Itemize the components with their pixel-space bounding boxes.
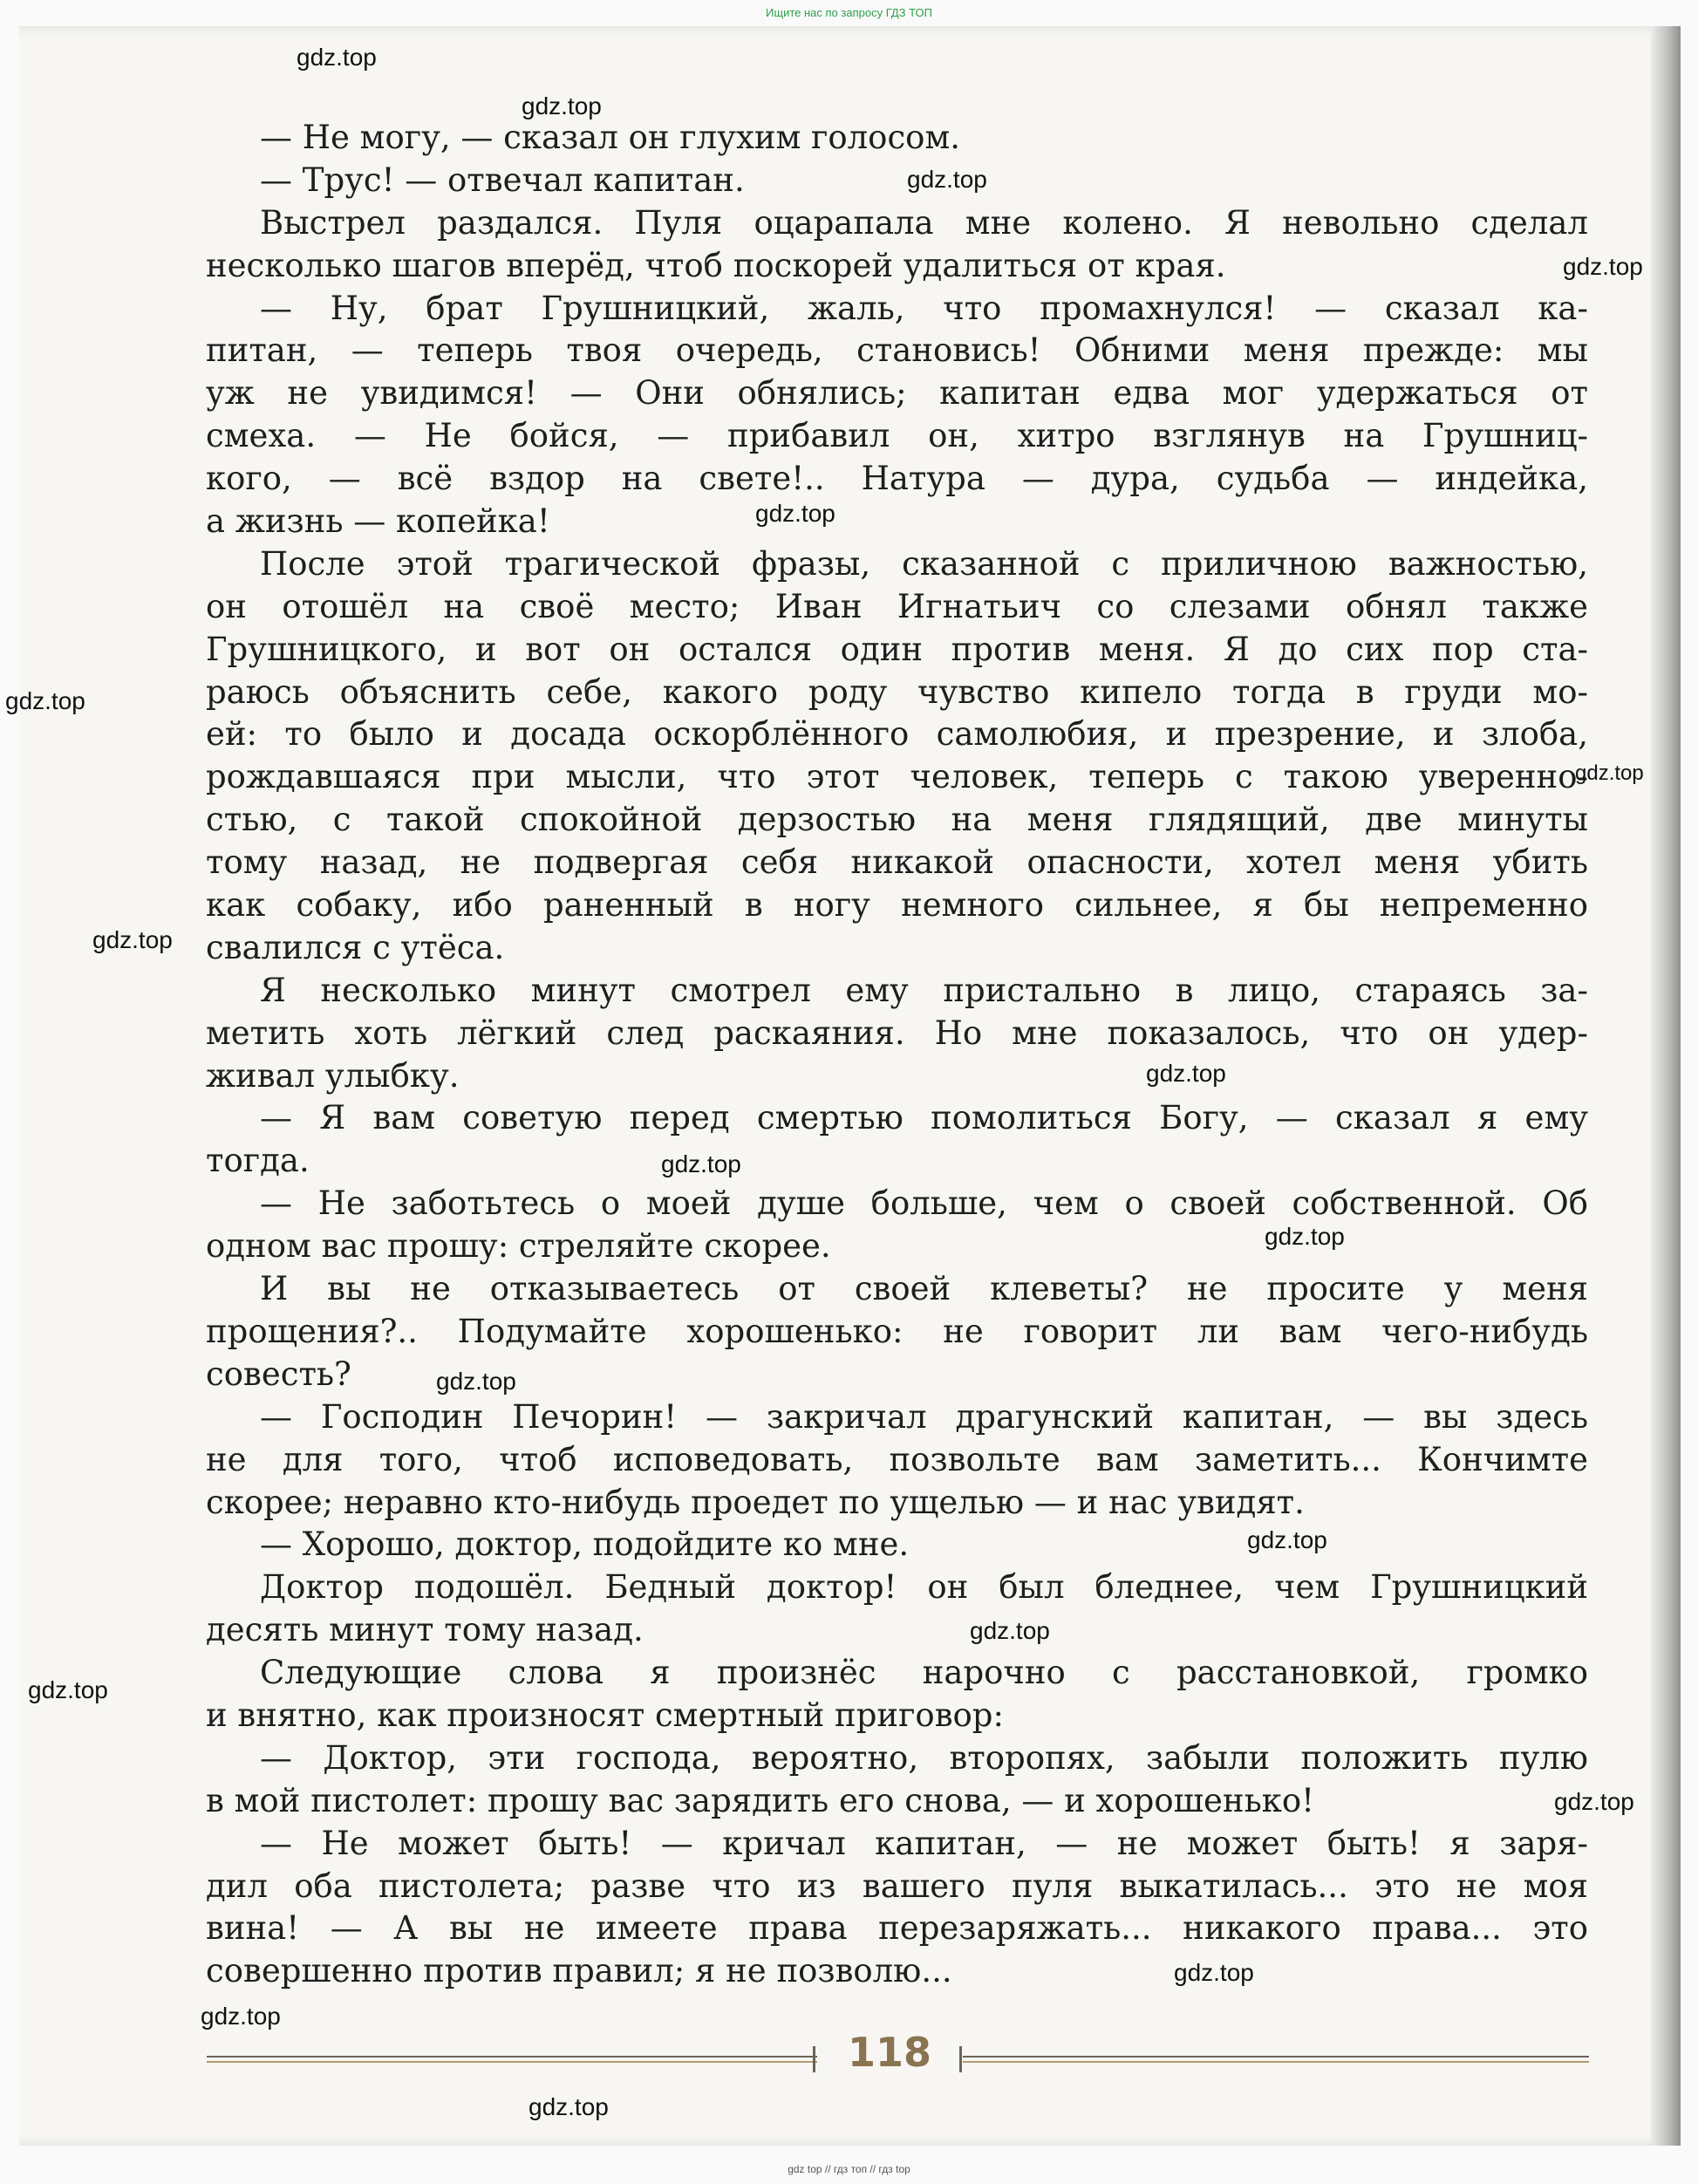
text-line: как собаку, ибо раненный в ногу немного сильнее, я бы непременно (206, 886, 1588, 925)
text-line: — Трус! — отвечал капитан. (260, 160, 745, 199)
text-line: рождавшаяся при мысли, что этот человек, теперь с такою уверенно- (206, 758, 1588, 796)
text-line: — Господин Печорин! — закричал драгунский капитан, — вы здесь (260, 1397, 1588, 1436)
watermark: gdz.top (201, 2003, 281, 2030)
watermark: gdz.top (1554, 1788, 1634, 1815)
text-line: свалился с утёса. (206, 928, 505, 966)
text-line: метить хоть лёгкий след раскаяния. Но мне показалось, что он удер- (206, 1014, 1588, 1052)
text-line: скорее; неравно кто-нибудь проедет по ущелью — и нас увидят. (206, 1483, 1305, 1521)
watermark: gdz.top (661, 1150, 741, 1177)
page-number: 118 (847, 2029, 932, 2076)
text-line: — Доктор, эти господа, вероятно, второпях, забыли положить пулю (260, 1738, 1588, 1777)
top-banner: Ищите нас по запросу ГДЗ ТОП (766, 6, 932, 19)
text-line: Следующие слова я произнёс нарочно с расстановкой, громко (260, 1654, 1588, 1692)
text-line: совершенно против правил; я не позволю... (206, 1952, 952, 1990)
text-line: раюсь объяснить себе, какого роду чувство кипело тогда в груди мо- (206, 672, 1588, 711)
text-line: питан, — теперь твоя очередь, становись! Обними меня прежде: мы (206, 331, 1588, 370)
text-line: дил оба пистолета; разве что из вашего пуля выкатилась... это не моя (206, 1867, 1588, 1905)
text-line: тогда. (206, 1142, 310, 1180)
footer-rule-right (963, 2056, 1589, 2063)
watermark: gdz.top (755, 500, 835, 527)
text-line: — Хорошо, доктор, подойдите ко мне. (260, 1525, 910, 1564)
text-line: не для того, чтоб исповедовать, позвольте вам заметить... Кончимте (206, 1440, 1588, 1478)
watermark: gdz.top (1265, 1223, 1345, 1250)
footer-rule-tick (813, 2046, 815, 2072)
text-line: тому назад, не подвергая себя никакой опасности, хотел меня убить (206, 843, 1588, 882)
text-line: И вы не отказываетесь от своей клеветы? не просите у меня (260, 1270, 1588, 1308)
text-line: — Ну, брат Грушницкий, жаль, что промахнулся! — сказал ка- (260, 289, 1588, 327)
page-text (206, 117, 1588, 1993)
text-line: кого, — всё вздор на свете!.. Натура — дура, судьба — индейка, (206, 460, 1588, 498)
text-line: Доктор подошёл. Бедный доктор! он был бледнее, чем Грушницкий (260, 1568, 1588, 1607)
watermark: gdz.top (1563, 253, 1643, 280)
text-line: несколько шагов вперёд, чтоб поскорей удалиться от края. (206, 246, 1226, 284)
text-line: ей: то было и досада оскорблённого самолюбия, и презрение, и злоба, (206, 715, 1588, 754)
footer-rule-tick (959, 2046, 962, 2072)
text-line: Я несколько минут смотрел ему пристально в лицо, стараясь за- (260, 971, 1588, 1009)
text-line: уж не увидимся! — Они обнялись; капитан едва мог удержаться от (206, 374, 1588, 413)
watermark: gdz.top (1247, 1526, 1327, 1553)
watermark: gdz.top (436, 1368, 516, 1395)
watermark: gdz.top (1174, 1959, 1254, 1986)
text-line: — Не заботьтесь о моей душе больше, чем о своей собственной. Об (260, 1184, 1588, 1223)
watermark: gdz.top (907, 166, 987, 193)
watermark: gdz.top (1575, 761, 1644, 785)
text-line: он отошёл на своё место; Иван Игнатьич со слезами обнял также (206, 587, 1588, 625)
text-line: — Не может быть! — кричал капитан, — не может быть! я заря- (260, 1824, 1588, 1862)
watermark: gdz.top (1146, 1060, 1226, 1087)
text-line: — Я вам советую перед смертью помолиться Богу, — сказал я ему (260, 1099, 1588, 1137)
watermark: gdz.top (92, 926, 173, 953)
page-edge-shadow (1651, 26, 1681, 2146)
text-line: — Не могу, — сказал он глухим голосом. (260, 119, 960, 156)
text-line: в мой пистолет: прошу вас зарядить его снова, — и хорошенько! (206, 1781, 1315, 1819)
watermark: gdz.top (297, 44, 377, 71)
bottom-banner: gdz top // гдз топ // гдз top (788, 2163, 910, 2175)
watermark: gdz.top (522, 92, 602, 119)
text-line: а жизнь — копейка! (206, 502, 550, 541)
text-line: смеха. — Не бойся, — прибавил он, хитро взглянув на Грушниц- (206, 417, 1588, 455)
text-line: и внятно, как произносят смертный приговор: (206, 1696, 1004, 1734)
text-line: После этой трагической фразы, сказанной с приличною важностью, (260, 544, 1588, 583)
text-line: живал улыбку. (206, 1056, 460, 1095)
watermark: gdz.top (528, 2093, 609, 2120)
text-line: совесть? (206, 1355, 351, 1393)
text-line: одном вас прошу: стреляйте скорее. (206, 1227, 831, 1266)
text-line: десять минут тому назад. (206, 1611, 644, 1649)
watermark: gdz.top (5, 687, 85, 714)
text-line: Грушницкого, и вот он остался один против меня. Я до сих пор ста- (206, 630, 1588, 668)
watermark: gdz.top (970, 1617, 1050, 1644)
text-line: стью, с такой спокойной дерзостью на меня глядящий, две минуты (206, 801, 1588, 839)
watermark: gdz.top (28, 1676, 108, 1703)
footer-rule-left (207, 2056, 817, 2063)
text-line: Выстрел раздался. Пуля оцарапала мне колено. Я невольно сделал (260, 203, 1588, 242)
text-line: вина! — А вы не имеете права перезаряжать... никакого права... это (206, 1909, 1588, 1948)
text-line: прощения?.. Подумайте хорошенько: не говорит ли вам чего-нибудь (206, 1312, 1588, 1350)
